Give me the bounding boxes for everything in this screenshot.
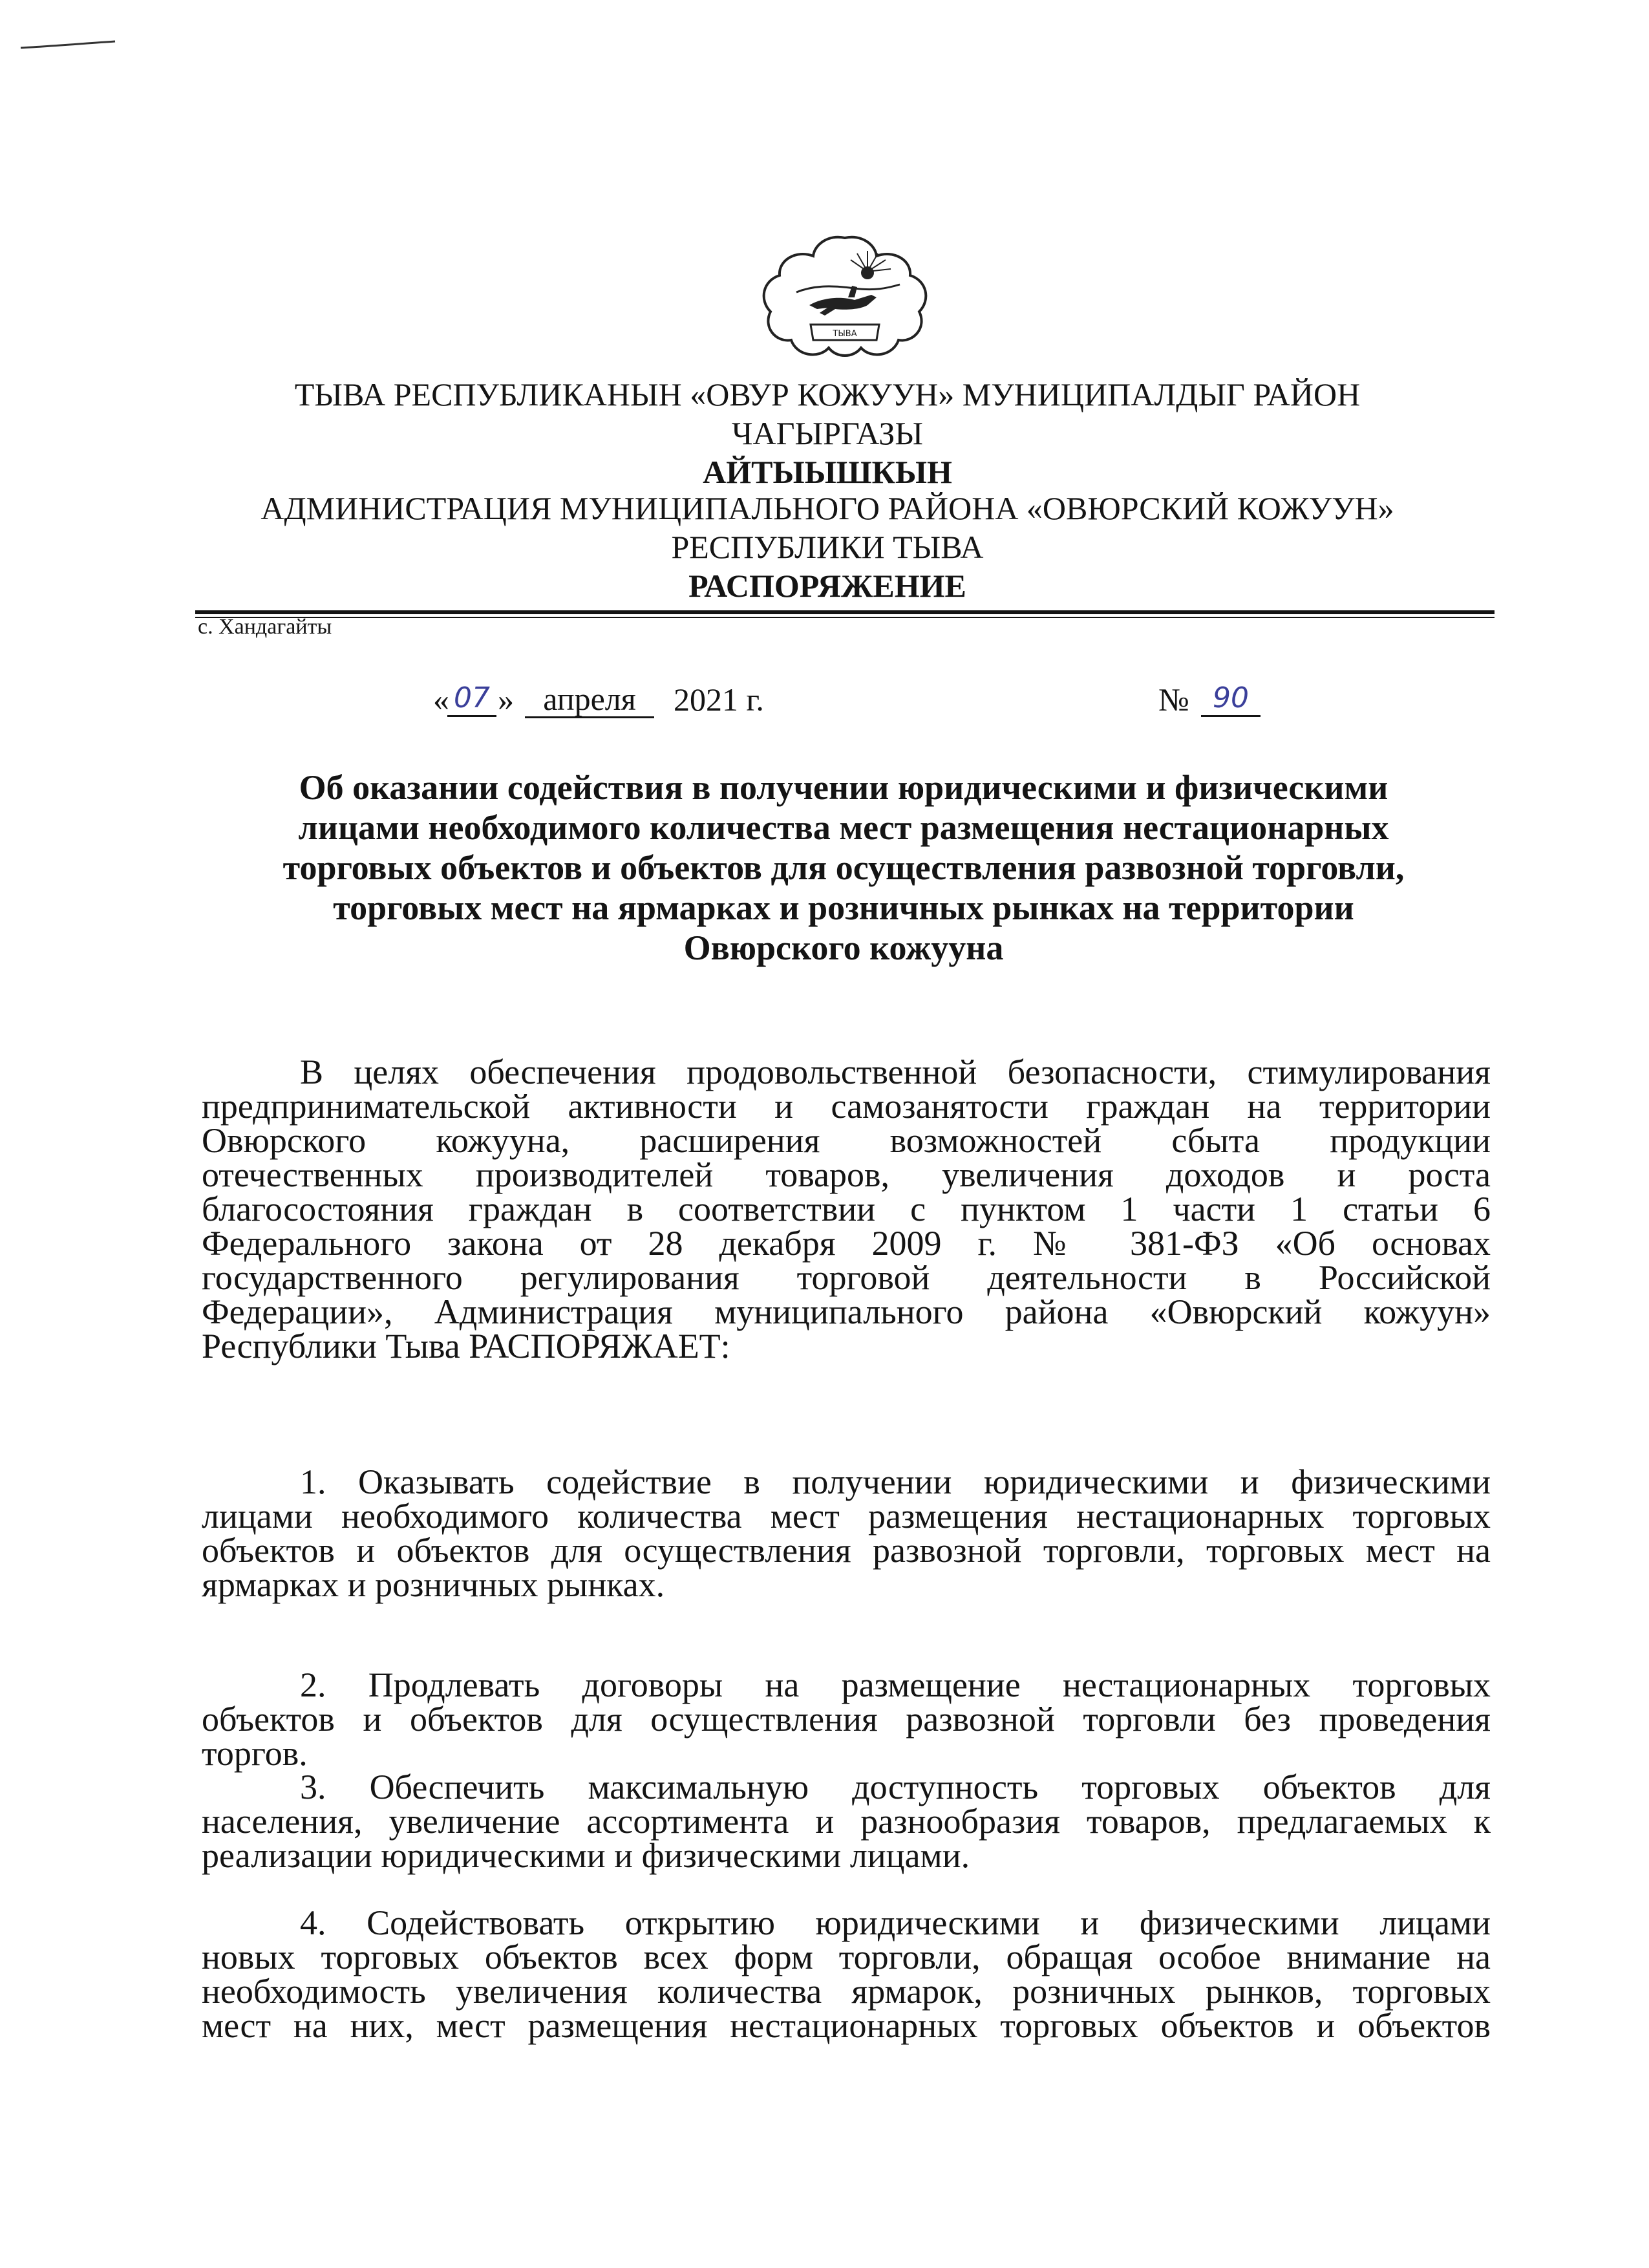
title-line: торговых мест на ярмарках и розничных рынках на территории — [333, 888, 1354, 927]
item-2-paragraph — [202, 1665, 1491, 1773]
header-line-administration: АДМИНИСТРАЦИЯ МУНИЦИПАЛЬНОГО РАЙОНА «ОВЮРСКИЙ КОЖУУН» — [261, 490, 1394, 526]
header-rule — [195, 610, 1495, 614]
document-number: 90 — [1201, 681, 1261, 717]
tuva-emblem-icon — [758, 233, 932, 359]
text-line: ярмарках и розничных рынках. — [202, 1565, 665, 1604]
date-close-quote: » — [498, 681, 514, 718]
place-of-issue: с. Хандагайты — [198, 615, 332, 639]
text-line: мест на них, мест размещения нестационарных торговых объектов и объектов — [202, 2006, 1491, 2045]
preamble-paragraph — [202, 1055, 1491, 1364]
header-line-republic-ru: РЕСПУБЛИКИ ТЫВА — [671, 529, 984, 565]
text-line: отечественных производителей товаров, увеличения доходов и роста — [202, 1155, 1491, 1194]
title-line: торговых объектов и объектов для осуществления развозной торговли, — [282, 848, 1405, 887]
text-line: 2. Продлевать договоры на размещение нестационарных торговых — [300, 1665, 1491, 1704]
header-order-type: РАСПОРЯЖЕНИЕ — [688, 568, 966, 604]
text-line: объектов и объектов для осуществления развозной торговли, торговых мест на — [202, 1531, 1491, 1570]
text-line: Федерального закона от 28 декабря 2009 г. № 381-ФЗ «Об основах — [202, 1224, 1491, 1263]
text-line: лицами необходимого количества мест размещения нестационарных торговых — [202, 1497, 1491, 1535]
document-title — [220, 767, 1467, 968]
text-line: государственного регулирования торговой деятельности в Российской — [202, 1258, 1491, 1297]
emblem-motto: ТЫВА — [833, 329, 857, 339]
text-line: реализации юридическими и физическими лицами. — [202, 1836, 970, 1875]
date-year: 2021 г. — [674, 681, 764, 718]
text-line: Овюрского кожууна, расширения возможностей сбыта продукции — [202, 1121, 1491, 1160]
title-line: Об оказании содействия в получении юридическими и физическими — [299, 768, 1388, 807]
header-line-republic: ТЫВА РЕСПУБЛИКАНЫН «ОВУР КОЖУУН» МУНИЦИПАЛДЫГ РАЙОН — [294, 376, 1361, 412]
text-line: торгов. — [202, 1734, 308, 1773]
text-line: В целях обеспечения продовольственной безопасности, стимулирования — [300, 1053, 1491, 1091]
text-line: 1. Оказывать содействие в получении юридическими и физическими — [300, 1462, 1491, 1501]
text-line: Республики Тыва РАСПОРЯЖАЕТ: — [202, 1327, 730, 1365]
item-1-paragraph — [202, 1462, 1491, 1604]
text-line: 4. Содействовать открытию юридическими и физическими лицами — [300, 1903, 1491, 1942]
title-line: лицами необходимого количества мест размещения нестационарных — [298, 808, 1389, 847]
text-line: объектов и объектов для осуществления развозной торговли без проведения — [202, 1700, 1491, 1738]
text-line: новых торговых объектов всех форм торговли, обращая особое внимание на — [202, 1938, 1491, 1976]
text-line: Федерации», Администрация муниципального района «Овюрский кожуун» — [202, 1292, 1491, 1331]
date-day: 07 — [447, 681, 496, 717]
header-line-administration-tuvan: ЧАГЫРГАЗЫ — [732, 415, 923, 451]
text-line: населения, увеличение ассортимента и разнообразия товаров, предлагаемых к — [202, 1802, 1491, 1841]
text-line: благосостояния граждан в соответствии с пунктом 1 части 1 статьи 6 — [202, 1190, 1491, 1228]
title-line: Овюрского кожууна — [683, 928, 1004, 967]
text-line: предпринимательской активности и самозанятости граждан на территории — [202, 1087, 1491, 1126]
header-order-type-tuvan: АЙТЫЫШКЫН — [703, 454, 952, 490]
item-3-paragraph — [202, 1770, 1491, 1873]
item-4-paragraph — [202, 1903, 1491, 2045]
date-open-quote: « — [433, 681, 449, 718]
text-line: 3. Обеспечить максимальную доступность торговых объектов для — [300, 1768, 1491, 1806]
document-number-sign: № — [1158, 681, 1189, 718]
scan-mark — [19, 40, 116, 50]
text-line: необходимость увеличения количества ярмарок, розничных рынков, торговых — [202, 1972, 1491, 2011]
header-rule-thin — [195, 617, 1495, 618]
date-month: апреля — [525, 681, 654, 718]
